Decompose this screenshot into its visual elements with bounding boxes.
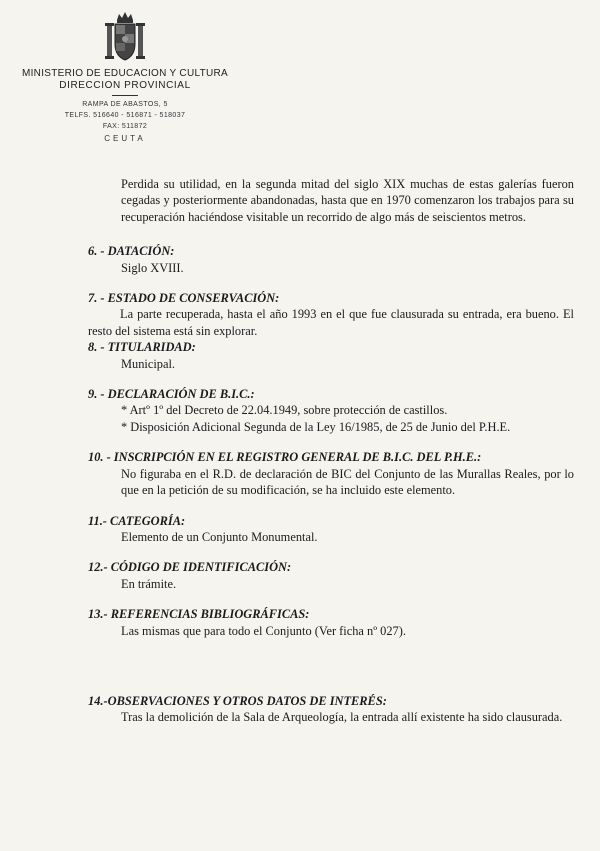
section-content: Las mismas que para todo el Conjunto (Ver ficha nº 027). <box>121 623 406 638</box>
section-content: La parte recuperada, hasta el año 1993 en el que fue clausurada su entrada, era bueno. El resto del sistema está sin explorar. <box>88 307 574 338</box>
section-observaciones <box>88 693 574 726</box>
bullet-item: * Disposición Adicional Segunda de la Ley 16/1985, de 25 de Junio del P.H.E. <box>121 419 511 434</box>
section-categoria <box>88 513 574 546</box>
ministry-name: MINISTERIO DE EDUCACION Y CULTURA <box>21 68 229 79</box>
section-content: Elemento de un Conjunto Monumental. <box>121 529 318 544</box>
section-content: En trámite. <box>121 576 177 591</box>
section-heading: 8. - TITULARIDAD: <box>88 340 196 355</box>
section-content: No figuraba en el R.D. de declaración de BIC del Conjunto de las Murallas Reales, por lo que en la petición de su modificación, se ha incluido este elemento. <box>121 466 574 498</box>
intro-paragraph: Perdida su utilidad, en la segunda mitad del siglo XIX muchas de estas galerías fueron cegadas y posteriormente abandonadas, hasta que en 1970 comenzaron los trabajos para su recuperación haciéndose visitable un recorrido de algo más de seiscientos metros. <box>121 177 574 224</box>
section-heading: 7. - ESTADO DE CONSERVACIÓN: <box>88 291 280 306</box>
direccion-provincial: DIRECCION PROVINCIAL <box>59 80 191 91</box>
section-codigo-identificacion <box>88 559 574 592</box>
section-heading: 13.- REFERENCIAS BIBLIOGRÁFICAS: <box>88 607 310 622</box>
fax-line: FAX: 511872 <box>102 123 148 130</box>
coat-of-arms-icon <box>103 10 147 64</box>
section-content: Municipal. <box>121 356 176 371</box>
section-referencias-bibliograficas <box>88 606 574 639</box>
section-heading: 11.- CATEGORÍA: <box>88 513 186 528</box>
section-declaracion-bic <box>88 386 574 435</box>
document-body <box>88 176 574 726</box>
city-name: CEUTA <box>104 134 146 143</box>
section-heading: 6. - DATACIÓN: <box>88 244 175 259</box>
section-titularidad <box>88 339 574 372</box>
section-datacion <box>88 243 574 276</box>
section-heading: 12.- CÓDIGO DE IDENTIFICACIÓN: <box>88 560 292 575</box>
section-estado-conservacion <box>88 290 574 339</box>
address-line: RAMPA DE ABASTOS, 5 <box>82 101 168 108</box>
phone-line: TELFS. 516640 - 516871 - 518037 <box>64 112 186 119</box>
letterhead-divider <box>112 95 138 96</box>
letterhead <box>0 10 250 145</box>
section-heading: 10. - INSCRIPCIÓN EN EL REGISTRO GENERAL DE B.I.C. DEL P.H.E.: <box>88 450 482 465</box>
section-inscripcion-registro <box>88 449 574 498</box>
section-content: Tras la demolición de la Sala de Arqueología, la entrada allí existente ha sido clausurada. <box>121 710 563 725</box>
section-content: Siglo XVIII. <box>121 260 184 275</box>
section-heading: 14.-OBSERVACIONES Y OTROS DATOS DE INTERÉS: <box>88 693 387 708</box>
bullet-item: * Artº 1º del Decreto de 22.04.1949, sobre protección de castillos. <box>121 403 448 418</box>
section-heading: 9. - DECLARACIÓN DE B.I.C.: <box>88 387 255 402</box>
